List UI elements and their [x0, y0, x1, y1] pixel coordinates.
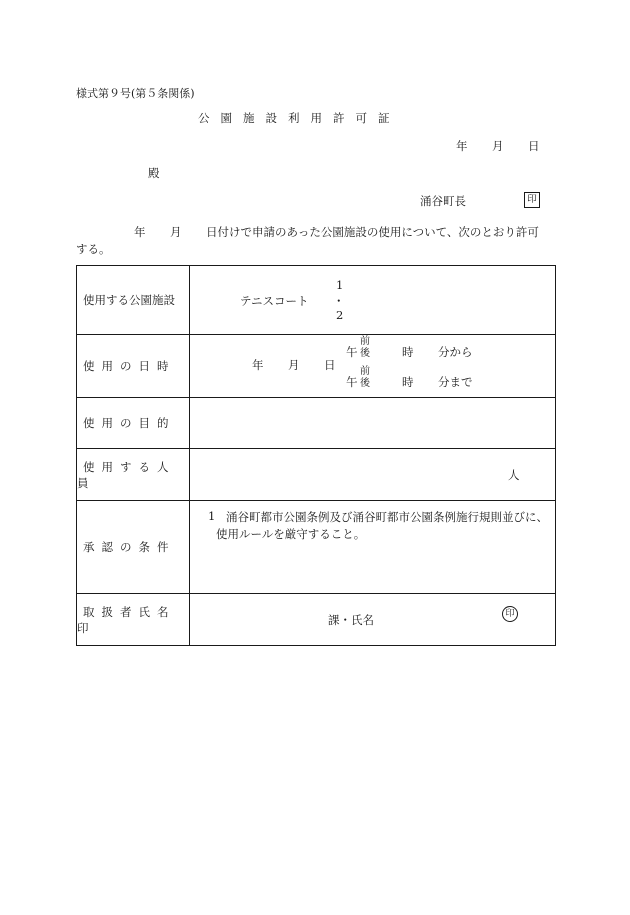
court-1: 1	[336, 278, 344, 292]
value-purpose[interactable]	[190, 398, 556, 449]
end-until: 分まで	[438, 375, 473, 389]
facility-value: テニスコート	[240, 294, 309, 308]
datetime-day: 日	[324, 358, 336, 372]
end-go: 午	[346, 375, 358, 389]
permit-table	[76, 265, 556, 646]
label-handler	[77, 594, 190, 646]
label-facility-text: 使用する公園施設	[83, 293, 175, 307]
intro-line2: する。	[76, 242, 111, 256]
intro-year: 年	[134, 225, 146, 239]
issuer-seal: 印	[524, 192, 540, 208]
date-year: 年	[456, 139, 468, 153]
value-conditions	[190, 501, 556, 594]
intro-month: 月	[170, 225, 182, 239]
table-row-datetime	[77, 335, 556, 398]
handler-seal: 印	[502, 606, 518, 622]
value-people[interactable]	[190, 449, 556, 501]
form-number: 様式第９号(第５条関係)	[76, 87, 195, 100]
start-hour-unit: 時	[402, 345, 414, 359]
table-row-people	[77, 449, 556, 501]
start-from: 分から	[438, 345, 473, 359]
date-month: 月	[492, 139, 504, 153]
addressee-suffix: 殿	[148, 166, 160, 180]
end-hour-unit: 時	[402, 375, 414, 389]
label-datetime	[77, 335, 190, 398]
issuer-name: 涌谷町長	[420, 194, 466, 208]
start-pm: 後	[360, 348, 370, 359]
datetime-month: 月	[288, 358, 300, 372]
label-purpose-text: 使用の目的	[83, 416, 176, 430]
table-row-facility	[77, 266, 556, 335]
condition-line2: 使用ルールを厳守すること。	[216, 527, 366, 541]
label-datetime-text: 使用の日時	[83, 359, 176, 373]
intro-line1: 日付けで申請のあった公園施設の使用について、次のとおり許可	[206, 225, 539, 239]
condition-line1: 涌谷町都市公園条例及び涌谷町都市公園条例施行規則並びに、	[226, 510, 548, 524]
label-conditions-text: 承認の条件	[83, 540, 176, 554]
label-people	[77, 449, 190, 501]
court-2: 2	[336, 308, 344, 322]
condition-number: 1	[208, 509, 216, 523]
table-row-purpose	[77, 398, 556, 449]
label-facility	[77, 266, 190, 335]
court-dot: ・	[333, 294, 345, 308]
people-unit: 人	[508, 468, 520, 482]
label-people-text: 使用する人員	[77, 459, 176, 490]
start-ampm	[360, 336, 370, 360]
table-row-conditions	[77, 501, 556, 594]
value-facility[interactable]	[190, 266, 556, 335]
end-ampm	[360, 366, 370, 390]
value-handler[interactable]	[190, 594, 556, 646]
date-day: 日	[528, 139, 540, 153]
start-go: 午	[346, 345, 358, 359]
end-pm: 後	[360, 378, 370, 389]
datetime-year: 年	[252, 358, 264, 372]
handler-value: 課・氏名	[328, 613, 374, 627]
value-datetime[interactable]	[190, 335, 556, 398]
label-conditions	[77, 501, 190, 594]
table-row-handler	[77, 594, 556, 646]
label-handler-text: 取扱者氏名印	[77, 604, 176, 635]
end-am: 前	[360, 366, 370, 377]
document-title: 公園施設利用許可証	[198, 111, 401, 125]
label-purpose	[77, 398, 190, 449]
start-am: 前	[360, 336, 370, 347]
